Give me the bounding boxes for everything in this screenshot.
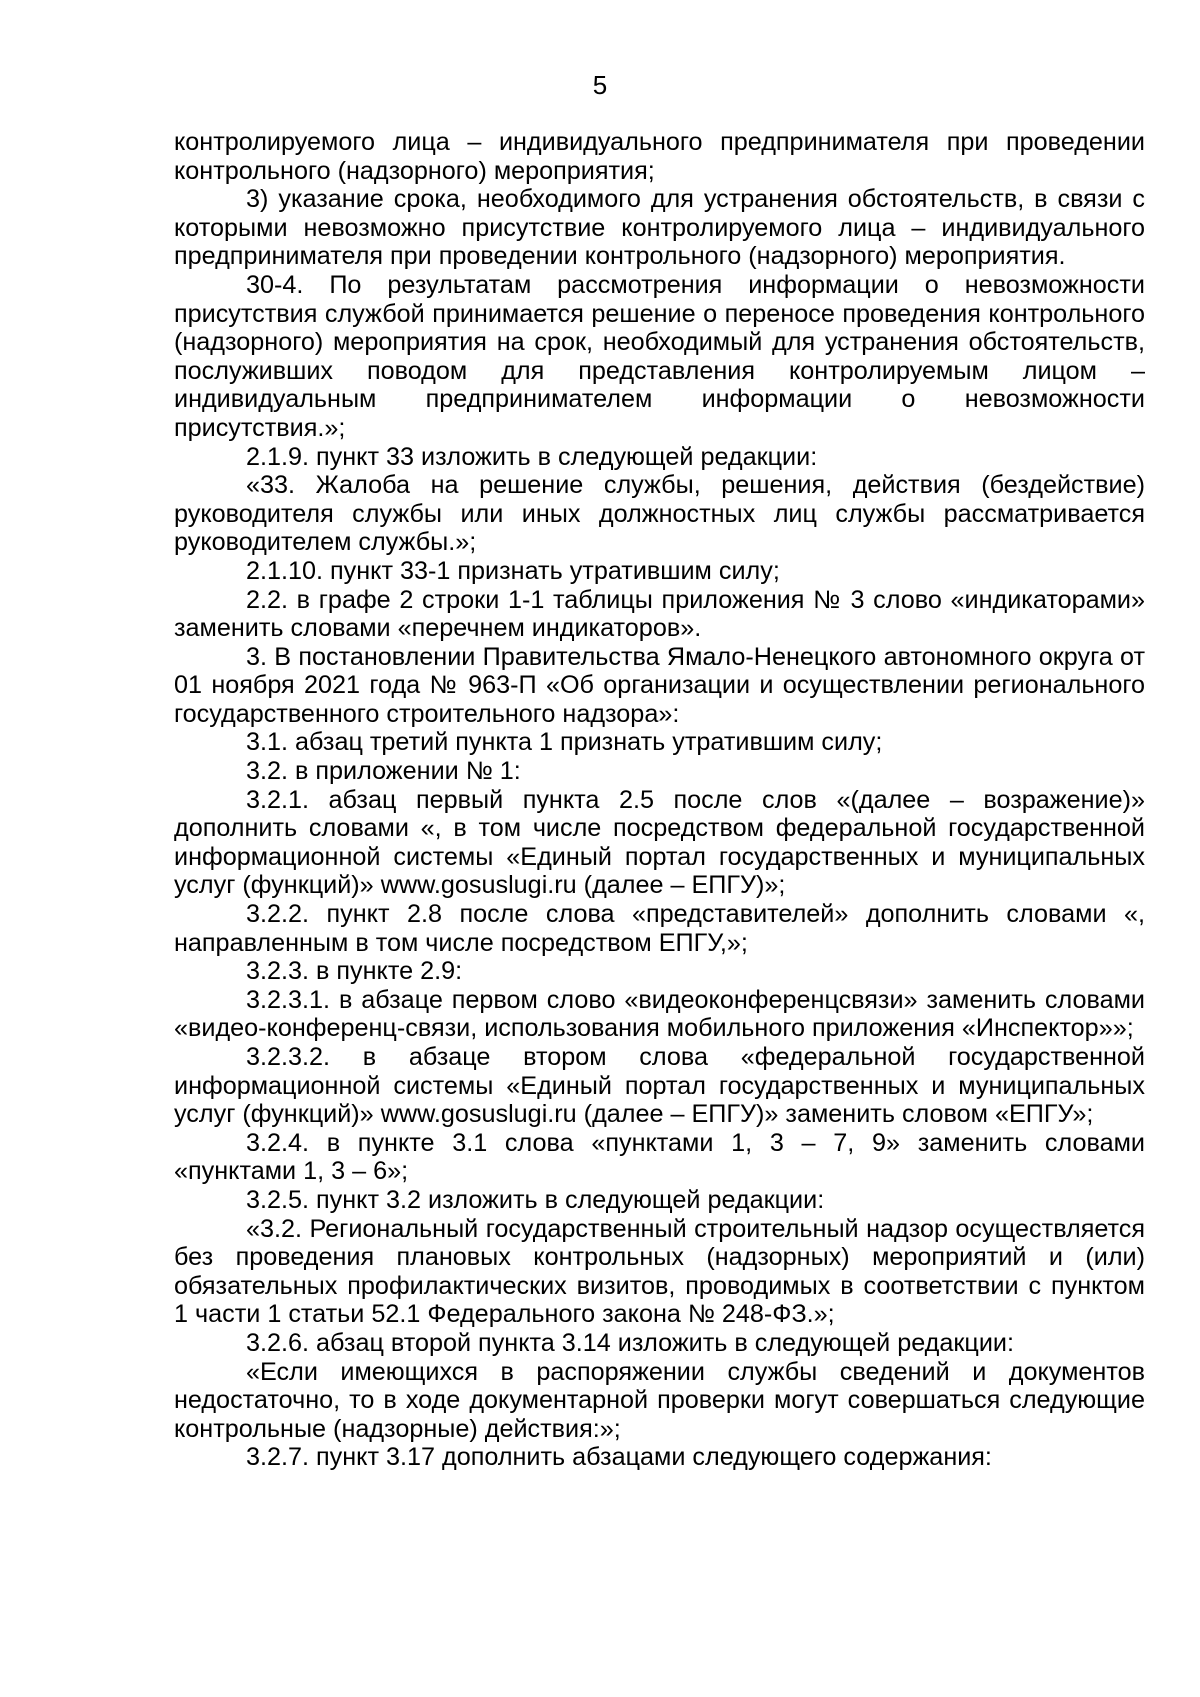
- paragraph: «33. Жалоба на решение службы, решения, действия (бездействие) руководителя службы или иных должностных лиц службы рассматривается руководителем службы.»;: [174, 471, 1145, 557]
- paragraph: 2.1.10. пункт 33-1 признать утратившим силу;: [246, 556, 780, 585]
- paragraph: 3.2.1. абзац первый пункта 2.5 после слов «(далее – возражение)» дополнить словами «, в том числе посредством федеральной государственной информационной системы «Единый портал государственных и муниципальных услуг (функций)» www.gosuslugi.ru (далее – ЕПГУ)»;: [174, 785, 1145, 900]
- paragraph: 2.1.9. пункт 33 изложить в следующей редакции:: [246, 442, 818, 471]
- paragraph: 30-4. По результатам рассмотрения информации о невозможности присутствия службой принимается решение о переносе проведения контрольного (надзорного) мероприятия на срок, необходимый для устранения обстоятельств, послуживших поводом для представления контролируемым лицом – индивидуальным предпринимателем информации о невозможности присутствия.»;: [174, 270, 1145, 442]
- paragraph: 3. В постановлении Правительства Ямало-Ненецкого автономного округа от 01 ноября 2021 года № 963-П «Об организации и осуществлении регионального государственного строительного надзора»:: [174, 642, 1145, 728]
- paragraph: 3.2.4. в пункте 3.1 слова «пунктами 1, 3 – 7, 9» заменить словами «пунктами 1, 3 – 6»;: [174, 1128, 1145, 1186]
- page-number: 5: [592, 70, 608, 100]
- paragraph: контролируемого лица – индивидуального предпринимателя при проведении контрольного (надзорного) мероприятия;: [174, 128, 1145, 185]
- paragraph: 3.2. в приложении № 1:: [246, 757, 521, 786]
- paragraph: «3.2. Региональный государственный строительный надзор осуществляется без проведения плановых контрольных (надзорных) мероприятий и (или) обязательных профилактических визитов, проводимых в соответствии с пунктом 1 части 1 статьи 52.1 Федерального закона № 248-ФЗ.»;: [174, 1214, 1145, 1329]
- paragraph: 3.2.5. пункт 3.2 изложить в следующей редакции:: [246, 1185, 825, 1214]
- paragraph: 3.2.3.1. в абзаце первом слово «видеоконференцсвязи» заменить словами «видео-конференц-связи, использования мобильного приложения «Инспектор»»;: [174, 985, 1145, 1043]
- paragraph: 3.1. абзац третий пункта 1 признать утратившим силу;: [246, 728, 883, 757]
- paragraph: 3.2.7. пункт 3.17 дополнить абзацами следующего содержания:: [246, 1443, 992, 1472]
- document-body: [174, 128, 1145, 1472]
- paragraph: 2.2. в графе 2 строки 1-1 таблицы приложения № 3 слово «индикаторами» заменить словами «перечнем индикаторов».: [174, 585, 1145, 643]
- paragraph: 3) указание срока, необходимого для устранения обстоятельств, в связи с которыми невозможно присутствие контролируемого лица – индивидуального предпринимателя при проведении контрольного (надзорного) мероприятия.: [174, 185, 1145, 271]
- paragraph: 3.2.2. пункт 2.8 после слова «представителей» дополнить словами «, направленным в том числе посредством ЕПГУ,»;: [174, 900, 1145, 957]
- paragraph: «Если имеющихся в распоряжении службы сведений и документов недостаточно, то в ходе документарной проверки могут совершаться следующие контрольные (надзорные) действия:»;: [174, 1357, 1145, 1443]
- paragraph: 3.2.3. в пункте 2.9:: [246, 957, 463, 986]
- paragraph: 3.2.6. абзац второй пункта 3.14 изложить в следующей редакции:: [246, 1328, 1014, 1357]
- paragraph: 3.2.3.2. в абзаце втором слова «федеральной государственной информационной системы «Единый портал государственных и муниципальных услуг (функций)» www.gosuslugi.ru (далее – ЕПГУ)» заменить словом «ЕПГУ»;: [174, 1043, 1145, 1129]
